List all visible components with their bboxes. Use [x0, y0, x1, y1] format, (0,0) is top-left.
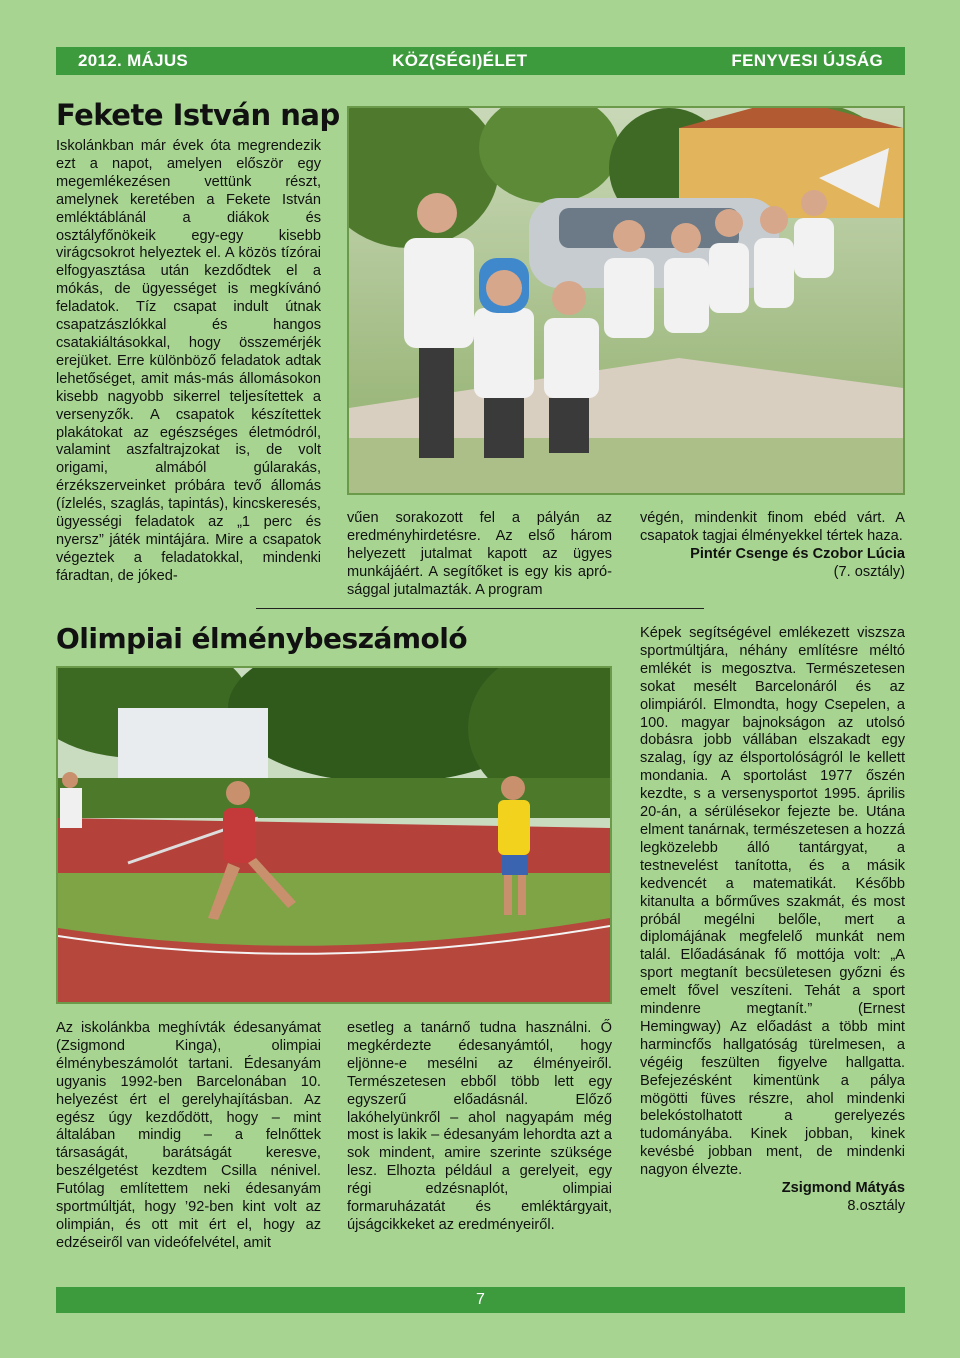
- article2-column-1: [56, 1020, 321, 1253]
- article2-author: Zsigmond Mátyás: [781, 1180, 905, 1197]
- header-paper: FENYVESI ÚJSÁG: [731, 51, 883, 70]
- article2-class: 8.osztály: [847, 1198, 905, 1214]
- article2-column-3: [640, 625, 905, 1216]
- javelin-image: [58, 668, 610, 1002]
- header-section: KÖZ(SÉGI)ÉLET: [392, 51, 528, 70]
- article1-author: Pintér Csenge és Czobor Lúcia: [690, 545, 905, 562]
- article1-column-1: [56, 138, 321, 586]
- article1-column-2: [347, 510, 612, 600]
- article2-col3-text: Képek segítségével emlékezett viszsza sportmúltjára, néhány említésre méltó emlékét is megosztva. Természetesen sokat mesélt Barcelonáról és az olimpiáról. Elmondta, hogy Csepelen, a 100. magyar bajnokságon az utolsó dobásra jobb vállában elszakadt egy szalag, így az élsportolóságról le kellett mondania. A sportolást 1977 őszén kezdte, s a versenysportot 1995. április 20-án, a sérülésekor fejezte be. Utána elment tanárnak, természetesen a hozzá legközelebb álló tantárgyat, a testnevelést tanította, és a másik kedvencét a matematikát. Később kitanulta a bőrműves szakmát, és most próbál megélni belőle, mert a diplomájának megfelelő munkát nem talál. Előadásának fő mottója volt: „A sport megtanít becsületesen győzni és emelt fővel veszíteni. Tehát a sport mindenre megtanít.” (Ernest Hemingway) Az előadást a több mint harmincfős hallgatóság türelmesen, a végéig feszülten figyelve hallgatta. Befejezésként kimentünk a pálya mögötti füves részre, ahol mindenki belekóstolhatott a gerelyezés tudományába. Kinek jobban, kinek kevésbé jobban ment, de mindenki nagyon élvezte.: [640, 625, 905, 1179]
- article1-class: (7. osztály): [833, 563, 905, 580]
- article2-title: Olimpiai élménybeszámoló: [56, 622, 468, 655]
- page-number: 7: [476, 1291, 485, 1308]
- article1-col2-text: vűen sorakozott fel a pályán az eredményhirdetésre. Az első három helyezett jutalmat kapott az ügyes munkájáért. A segítőket is egy kis aprósággal jutalmazták. A program: [347, 510, 612, 598]
- javelin-photo: [56, 666, 612, 1004]
- team-walk-photo: [347, 106, 905, 495]
- header-date: 2012. MÁJUS: [78, 51, 189, 70]
- page-header: [56, 47, 905, 75]
- article1-title: Fekete István nap: [56, 98, 340, 132]
- article1-col1-text: Iskolánkban már évek óta megrendezik ezt a napot, amelyen először egy megemlékezésen vettünk részt, amelynek keretében a Fekete István emléktáblánál a diákok és osztályfőnökeik egy-egy kisebb virágcsokrot helyeztek el. A közös tízórai elfogyasztása után kezdődtek el a mókás, de ügyességet is megkívánó feladatok. Tíz csapat indult útnak csapatzászlókkal és hangos csatakiáltásokkal, hogy összemérjék erejüket. Erre különböző feladatok adtak lehetőséget, amit más-más állomásokon kisebb nagyobb sikerrel teljesítettek a versenyzők. A csapatok készítettek plakátokat az egészséges életmódról, valamint aszfaltrajzokat is, de volt origami, almából gúlarakás, érzékszerveinket próbára tevő állomás (ízlelés, szaglás, tapintás), kincskeresés, ügyességi feladatok az „1 perc és nyersz” játék mintájára. Mire a csapatok végeztek a feladatokkal, mindenki fáradtan, de jóked-: [56, 138, 321, 584]
- team-walk-image: [349, 108, 903, 493]
- article1-col3-text: végén, mindenkit finom ebéd várt. A csapatok tagjai élményekkel tértek haza.: [640, 510, 905, 544]
- article2-col1-text: Az iskolánkba meghívták édesanyámat (Zsigmond Kinga), olimpiai élménybeszámolót tartani. Édesanyám ugyanis 1992-ben Barcelonában 10. helyezést ért el gerelyhajításban. Az egész úgy kezdődött, hogy – mint általában mindig – a felnőttek társaságát, barátságát keresve, beszélgetést kezdtem Csilla nénivel. Futólag említettem neki édesanyám sportmúltját, hogy ’92-ben kint volt az olimpián, és ott mit ért el, hogy az edzéseiről van videófelvétel, amit: [56, 1020, 321, 1251]
- page-footer: [56, 1287, 905, 1313]
- article1-column-3: [640, 510, 905, 582]
- article2-col2-text: esetleg a tanárnő tudna használni. Ő megkérdezte édesanyámtól, hogy eljönne-e mesélni az élményeiről. Természetesen ebből több lett egy egyszerű előadásnál. Előző lakóhelyünkről – ahol nagyapám még most is lakik – édesanyám lehordta azt a sok mindent, amire szerinte szüksége lesz. Elhozta például a gerelyeit, egy régi edzésnaplót, olimpiai formaruházatát és emléktárgyait, újságcikkeket az eredményeiről.: [347, 1020, 612, 1233]
- article2-column-2: [347, 1020, 612, 1235]
- article-divider: [256, 608, 704, 609]
